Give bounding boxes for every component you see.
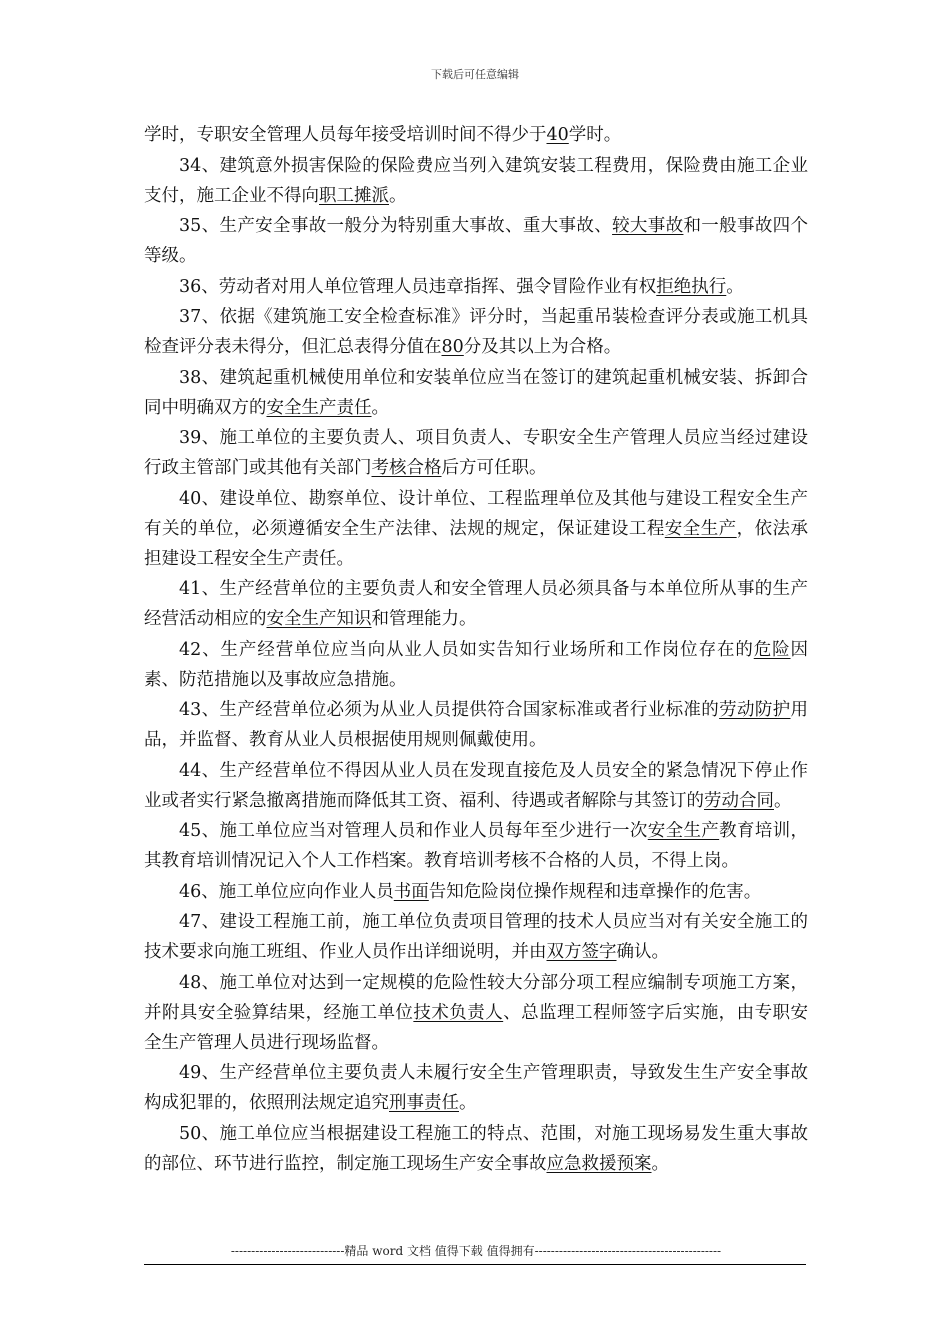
clause-number: 49: [179, 1063, 202, 1083]
answer-blank: 应急救援预案: [546, 1153, 652, 1174]
clause-text: 因素、防范措施以及事故应急措施。: [144, 639, 809, 690]
clause-number: 39: [179, 428, 202, 448]
answer-blank: 安全生产: [647, 821, 720, 841]
answer-blank: 80: [441, 337, 464, 357]
clause-number: 34: [179, 155, 202, 176]
clause-continuation: [144, 120, 808, 150]
answer-blank: 较大事故: [612, 216, 684, 236]
answer-blank: 40: [546, 125, 569, 145]
clause-number: 41: [179, 579, 202, 599]
clause-text: 、施工单位的主要负责人、项目负责人、专职安全生产管理人员应当经过建设行政主管部门或其他有关部门: [144, 428, 808, 478]
clause-46: [144, 877, 808, 907]
clause-49: [144, 1058, 808, 1118]
answer-blank: 双方签字: [546, 942, 617, 962]
answer-blank: 劳动合同: [704, 790, 774, 811]
clause-text: 、生产经营单位不得因从业人员在发现直接危及人员安全的紧急情况下停止作业或者实行紧急撤离措施而降低其工资、福利、待遇或者解除与其签订的: [144, 760, 808, 811]
answer-blank: 安全生产责任: [266, 397, 372, 418]
clause-number: 47: [179, 912, 202, 932]
clause-text: 和一般事故四个等级。: [144, 216, 809, 266]
clause-text: 、施工单位对达到一定规模的危险性较大分部分项工程应编制专项施工方案，并附具安全验算结果，经施工单位: [144, 972, 808, 1023]
clause-number: 36: [179, 276, 202, 297]
answer-blank: 安全生产: [664, 518, 737, 539]
answer-blank: 职工摊派: [319, 185, 389, 206]
answer-blank: 书面: [393, 881, 429, 902]
page-footer: ----------------------------精品 word 文档 值得下载 值得拥有----------------------------------------------: [230, 1244, 722, 1258]
answer-blank: 技术负责人: [413, 1002, 504, 1023]
clause-47: [144, 907, 808, 967]
clause-text: 。: [459, 1093, 477, 1113]
clause-text: 。: [389, 185, 407, 206]
clause-text: 后方可任职。: [441, 458, 547, 478]
clause-text: 、生产经营单位主要负责人未履行安全生产管理职责，导致发生生产安全事故构成犯罪的，依照刑法规定追究: [144, 1063, 808, 1113]
answer-blank: 刑事责任: [389, 1093, 459, 1113]
clause-text: 和管理能力。: [371, 609, 477, 629]
clause-42: [144, 635, 808, 695]
clause-number: 44: [179, 760, 202, 781]
clause-text: 、劳动者对用人单位管理人员违章指挥、强令冒险作业有权: [201, 276, 657, 297]
clause-text: 、生产经营单位必须为从业人员提供符合国家标准或者行业标准的: [201, 700, 720, 720]
clause-41: [144, 574, 808, 634]
clause-text: 学时。: [568, 125, 622, 145]
clause-text: 、建筑起重机械使用单位和安装单位应当在签订的建筑起重机械安装、拆卸合同中明确双方的: [144, 367, 808, 418]
clause-number: 40: [179, 488, 202, 509]
clause-number: 37: [179, 307, 202, 327]
clause-37: [144, 302, 808, 362]
clause-38: [144, 363, 808, 423]
page-header: 下载后可任意编辑: [431, 68, 519, 81]
clause-text: 告知危险岗位操作规程和违章操作的危害。: [428, 881, 762, 902]
clause-text: 、建设单位、勘察单位、设计单位、工程监理单位及其他与建设工程安全生产有关的单位，必须遵循安全生产法律、法规的规定，保证建设工程: [144, 488, 808, 539]
clause-48: [144, 968, 808, 1058]
clause-39: [144, 423, 808, 483]
clause-text: 教育培训，其教育培训情况记入个人工作档案。教育培训考核不合格的人员，不得上岗。: [144, 821, 809, 871]
clause-text: 确认。: [616, 942, 669, 962]
clause-text: 、建筑意外损害保险的保险费应当列入建筑安装工程费用，保险费由施工企业支付，施工企业不得向: [144, 155, 808, 206]
clause-text: ，依法承担建设工程安全生产责任。: [144, 518, 809, 569]
clause-number: 38: [179, 367, 202, 388]
clause-number: 50: [179, 1123, 202, 1144]
clause-number: 43: [179, 700, 202, 720]
clause-text: 。: [371, 397, 389, 418]
clause-text: 。: [774, 790, 792, 811]
clause-45: [144, 816, 808, 876]
answer-blank: 劳动防护: [719, 700, 791, 720]
document-body: [144, 120, 808, 1179]
footer-rule: [144, 1264, 806, 1265]
clause-text: 、生产安全事故一般分为特别重大事故、重大事故、: [201, 216, 613, 236]
answer-blank: 考核合格: [371, 458, 442, 478]
clause-text: 、施工单位应当对管理人员和作业人员每年至少进行一次: [201, 821, 648, 841]
clause-50: [144, 1119, 808, 1179]
clause-text: 用品，并监督、教育从业人员根据使用规则佩戴使用。: [144, 700, 809, 750]
clause-text: 、施工单位应当根据建设工程施工的特点、范围，对施工现场易发生重大事故的部位、环节进行监控，制定施工现场生产安全事故: [144, 1123, 808, 1174]
clause-number: 45: [179, 821, 202, 841]
clause-text: 、生产经营单位应当向从业人员如实告知行业场所和工作岗位存在的: [201, 639, 754, 660]
answer-blank: 拒绝执行: [656, 276, 727, 297]
clause-44: [144, 756, 808, 816]
clause-text: 分及其以上为合格。: [463, 337, 622, 357]
clause-34: [144, 151, 808, 211]
clause-text: 学时，专职安全管理人员每年接受培训时间不得少于: [144, 125, 547, 145]
clause-text: 、建设工程施工前，施工单位负责项目管理的技术人员应当对有关安全施工的技术要求向施工班组、作业人员作出详细说明，并由: [144, 912, 808, 962]
clause-40: [144, 484, 808, 574]
clause-number: 42: [179, 639, 202, 660]
answer-blank: 危险: [753, 639, 791, 660]
clause-number: 46: [179, 881, 202, 902]
clause-text: 。: [651, 1153, 669, 1174]
clause-text: 。: [726, 276, 744, 297]
clause-35: [144, 211, 808, 271]
clause-text: 、依据《建筑施工安全检查标准》评分时，当起重吊装检查评分表或施工机具检查评分表未得分，但汇总表得分值在: [144, 307, 808, 357]
clause-36: [144, 272, 808, 302]
clause-text: 、生产经营单位的主要负责人和安全管理人员必须具备与本单位所从事的生产经营活动相应的: [144, 579, 808, 629]
clause-text: 、施工单位应向作业人员: [201, 881, 394, 902]
answer-blank: 安全生产知识: [266, 609, 372, 629]
clause-number: 35: [179, 216, 202, 236]
clause-text: 、总监理工程师签字后实施，由专职安全生产管理人员进行现场监督。: [144, 1002, 809, 1053]
clause-43: [144, 695, 808, 755]
clause-number: 48: [179, 972, 202, 993]
